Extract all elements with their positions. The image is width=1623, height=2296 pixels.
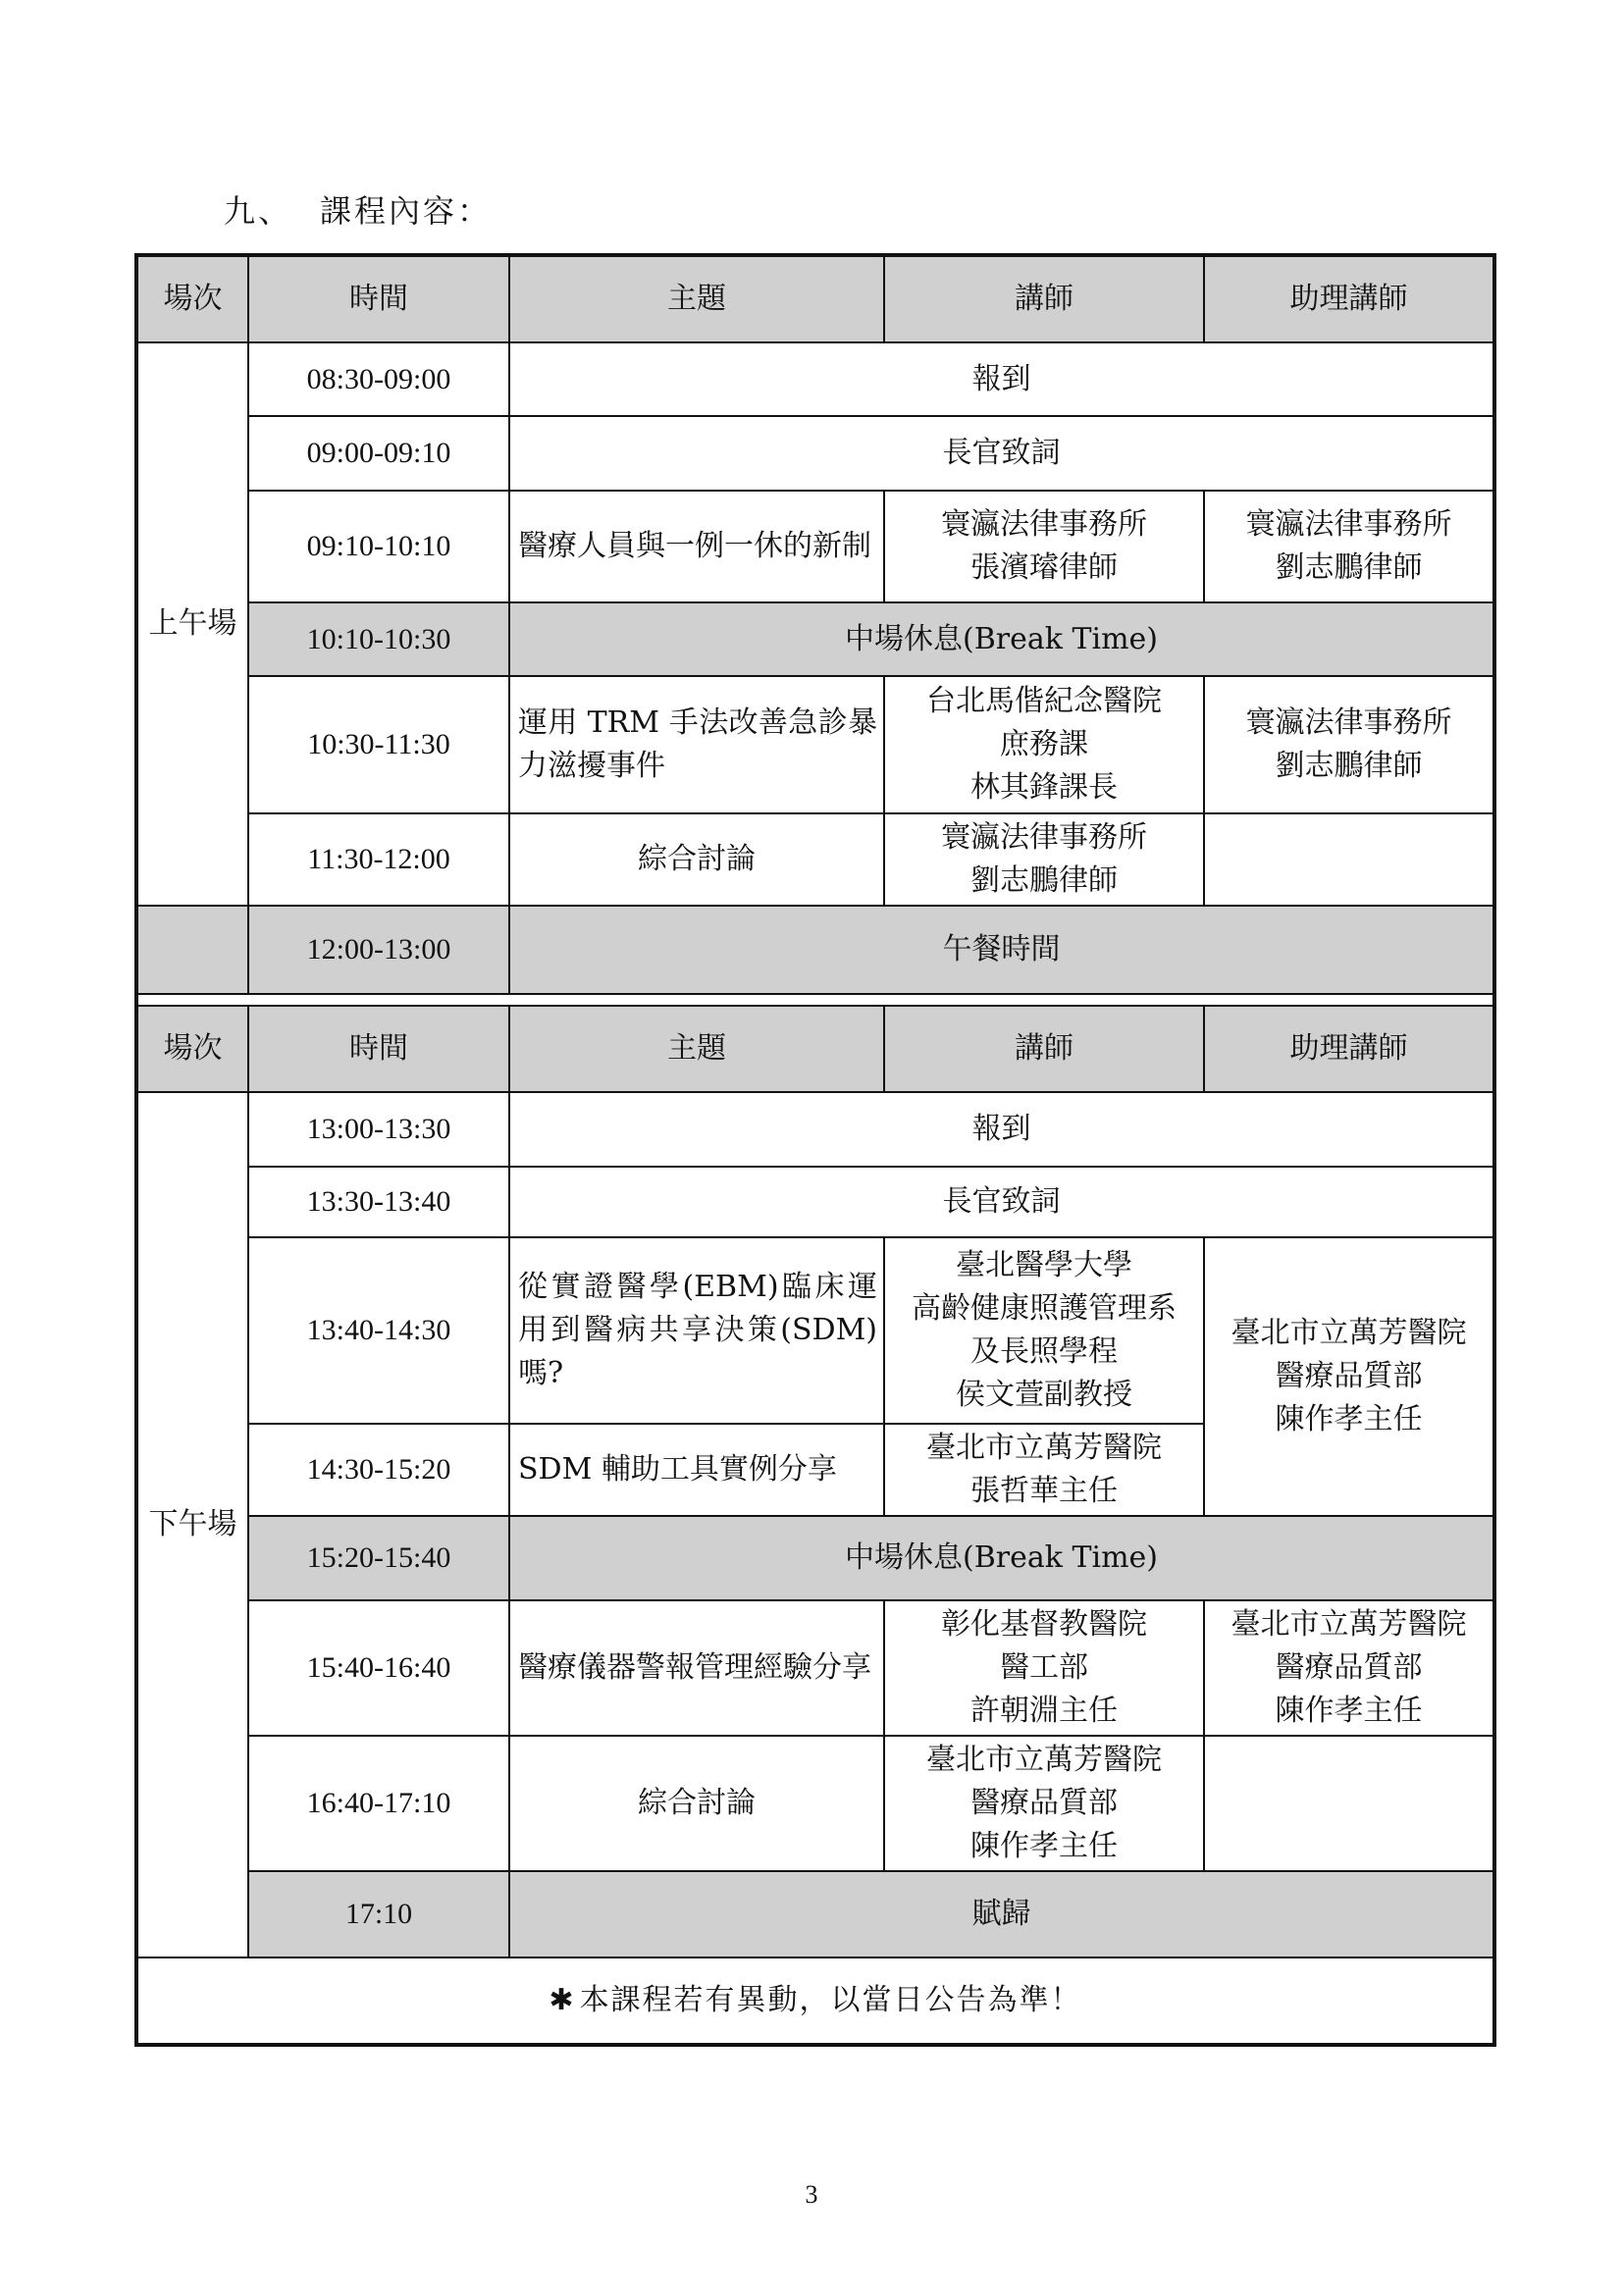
row-assistant-shared [1204,1237,1494,1516]
table-row [136,602,1494,676]
row-merged: 報到 [509,342,1494,416]
assistant-line: 臺北市立萬芳醫院 [1230,1607,1467,1642]
lunch-session-empty [136,906,248,994]
page-number: 3 [805,2180,818,2209]
table-row [136,416,1494,491]
row-time: 14:30-15:20 [248,1424,509,1516]
section-number: 九、 [224,192,293,230]
table-row [136,813,1494,906]
row-time: 10:30-11:30 [248,676,509,813]
note-row [136,1957,1494,2045]
speaker-line: 臺北醫學大學 [956,1248,1132,1282]
speaker-line: 林其鋒課長 [970,770,1118,805]
star-icon: ✱ [549,1983,576,2017]
section-heading [224,186,492,232]
table-header-row [136,255,1494,342]
speaker-line: 高齡健康照護管理系 [912,1291,1177,1326]
row-time: 16:40-17:10 [248,1736,509,1871]
header-time: 時間 [248,255,509,342]
row-merged: 中場休息(Break Time) [509,602,1494,676]
header-topic: 主題 [509,255,884,342]
header-speaker: 講師 [884,1006,1204,1092]
table-row [136,491,1494,602]
header-session: 場次 [136,255,248,342]
speaker-line: 張哲華主任 [970,1474,1118,1508]
row-time: 09:00-09:10 [248,416,509,491]
table-header-row [136,1006,1494,1092]
header-time: 時間 [248,1006,509,1092]
row-time: 08:30-09:00 [248,342,509,416]
note-cell [136,1957,1494,2045]
row-time: 09:10-10:10 [248,491,509,602]
row-speaker [884,676,1204,813]
speaker-line: 張濱璿律師 [970,550,1118,585]
row-time: 13:40-14:30 [248,1237,509,1424]
table-row [136,1237,1494,1424]
assistant-line: 寰瀛法律事務所 [1245,507,1452,542]
header-topic: 主題 [509,1006,884,1092]
row-speaker [884,491,1204,602]
row-topic: 綜合討論 [509,1736,884,1871]
row-topic: 綜合討論 [509,813,884,906]
row-assistant [1204,491,1494,602]
row-assistant-empty [1204,813,1494,906]
table-row [136,676,1494,813]
row-assistant-empty [1204,1736,1494,1871]
table-row [136,342,1494,416]
row-speaker [884,1424,1204,1516]
speaker-line: 侯文萱副教授 [956,1378,1132,1412]
row-topic: 從實證醫學(EBM)臨床運用到醫病共享決策(SDM) 嗎? [509,1237,884,1424]
assistant-line: 臺北市立萬芳醫院 [1230,1316,1467,1350]
table-row [136,1600,1494,1736]
speaker-line: 彰化基督教醫院 [941,1607,1147,1642]
speaker-line: 臺北市立萬芳醫院 [926,1743,1162,1777]
row-speaker [884,813,1204,906]
header-assistant: 助理講師 [1204,1006,1494,1092]
note-text: 本課程若有異動，以當日公告為準！ [579,1983,1082,2017]
assistant-line: 醫療品質部 [1275,1650,1423,1685]
row-merged: 午餐時間 [509,906,1494,994]
speaker-line: 寰瀛法律事務所 [941,507,1147,542]
table-row [136,1167,1494,1237]
header-speaker: 講師 [884,255,1204,342]
row-time: 15:40-16:40 [248,1600,509,1736]
speaker-line: 寰瀛法律事務所 [941,820,1147,855]
assistant-line: 陳作孝主任 [1275,1402,1423,1436]
row-merged: 中場休息(Break Time) [509,1516,1494,1600]
table-row [136,1871,1494,1957]
row-time: 15:20-15:40 [248,1516,509,1600]
speaker-line: 臺北市立萬芳醫院 [926,1431,1162,1465]
header-session: 場次 [136,1006,248,1092]
speaker-line: 劉志鵬律師 [970,863,1118,898]
row-merged: 長官致詞 [509,1167,1494,1237]
assistant-line: 劉志鵬律師 [1275,749,1423,783]
lunch-row [136,906,1494,994]
assistant-line: 醫療品質部 [1275,1359,1423,1393]
row-assistant [1204,676,1494,813]
assistant-line: 寰瀛法律事務所 [1245,705,1452,740]
row-time: 11:30-12:00 [248,813,509,906]
speaker-line: 台北馬偕紀念醫院 [926,684,1162,718]
speaker-line: 庶務課 [1000,727,1088,761]
speaker-line: 醫療品質部 [970,1786,1118,1820]
row-time: 13:30-13:40 [248,1167,509,1237]
row-speaker [884,1736,1204,1871]
row-time: 13:00-13:30 [248,1092,509,1167]
section-title: 課程內容： [320,192,493,230]
row-time: 12:00-13:00 [248,906,509,994]
row-speaker [884,1237,1204,1424]
speaker-line: 許朝淵主任 [970,1694,1118,1728]
row-time: 17:10 [248,1871,509,1957]
row-merged: 報到 [509,1092,1494,1167]
session-label-morning: 上午場 [136,342,248,906]
table-row [136,1736,1494,1871]
table-row [136,1092,1494,1167]
table-divider [136,994,1494,1006]
row-topic: 醫療人員與一例一休的新制 [509,491,884,602]
row-topic: SDM 輔助工具實例分享 [509,1424,884,1516]
assistant-line: 劉志鵬律師 [1275,550,1423,585]
table-row [136,1516,1494,1600]
session-label-afternoon: 下午場 [136,1092,248,1957]
assistant-line: 陳作孝主任 [1275,1694,1423,1728]
speaker-line: 陳作孝主任 [970,1829,1118,1863]
row-topic: 運用 TRM 手法改善急診暴力滋擾事件 [509,676,884,813]
course-schedule-table [134,253,1496,2047]
speaker-line: 及長照學程 [970,1334,1118,1369]
speaker-line: 醫工部 [1000,1650,1088,1685]
row-assistant [1204,1600,1494,1736]
row-merged: 賦歸 [509,1871,1494,1957]
header-assistant: 助理講師 [1204,255,1494,342]
row-speaker [884,1600,1204,1736]
row-merged: 長官致詞 [509,416,1494,491]
row-topic: 醫療儀器警報管理經驗分享 [509,1600,884,1736]
row-time: 10:10-10:30 [248,602,509,676]
